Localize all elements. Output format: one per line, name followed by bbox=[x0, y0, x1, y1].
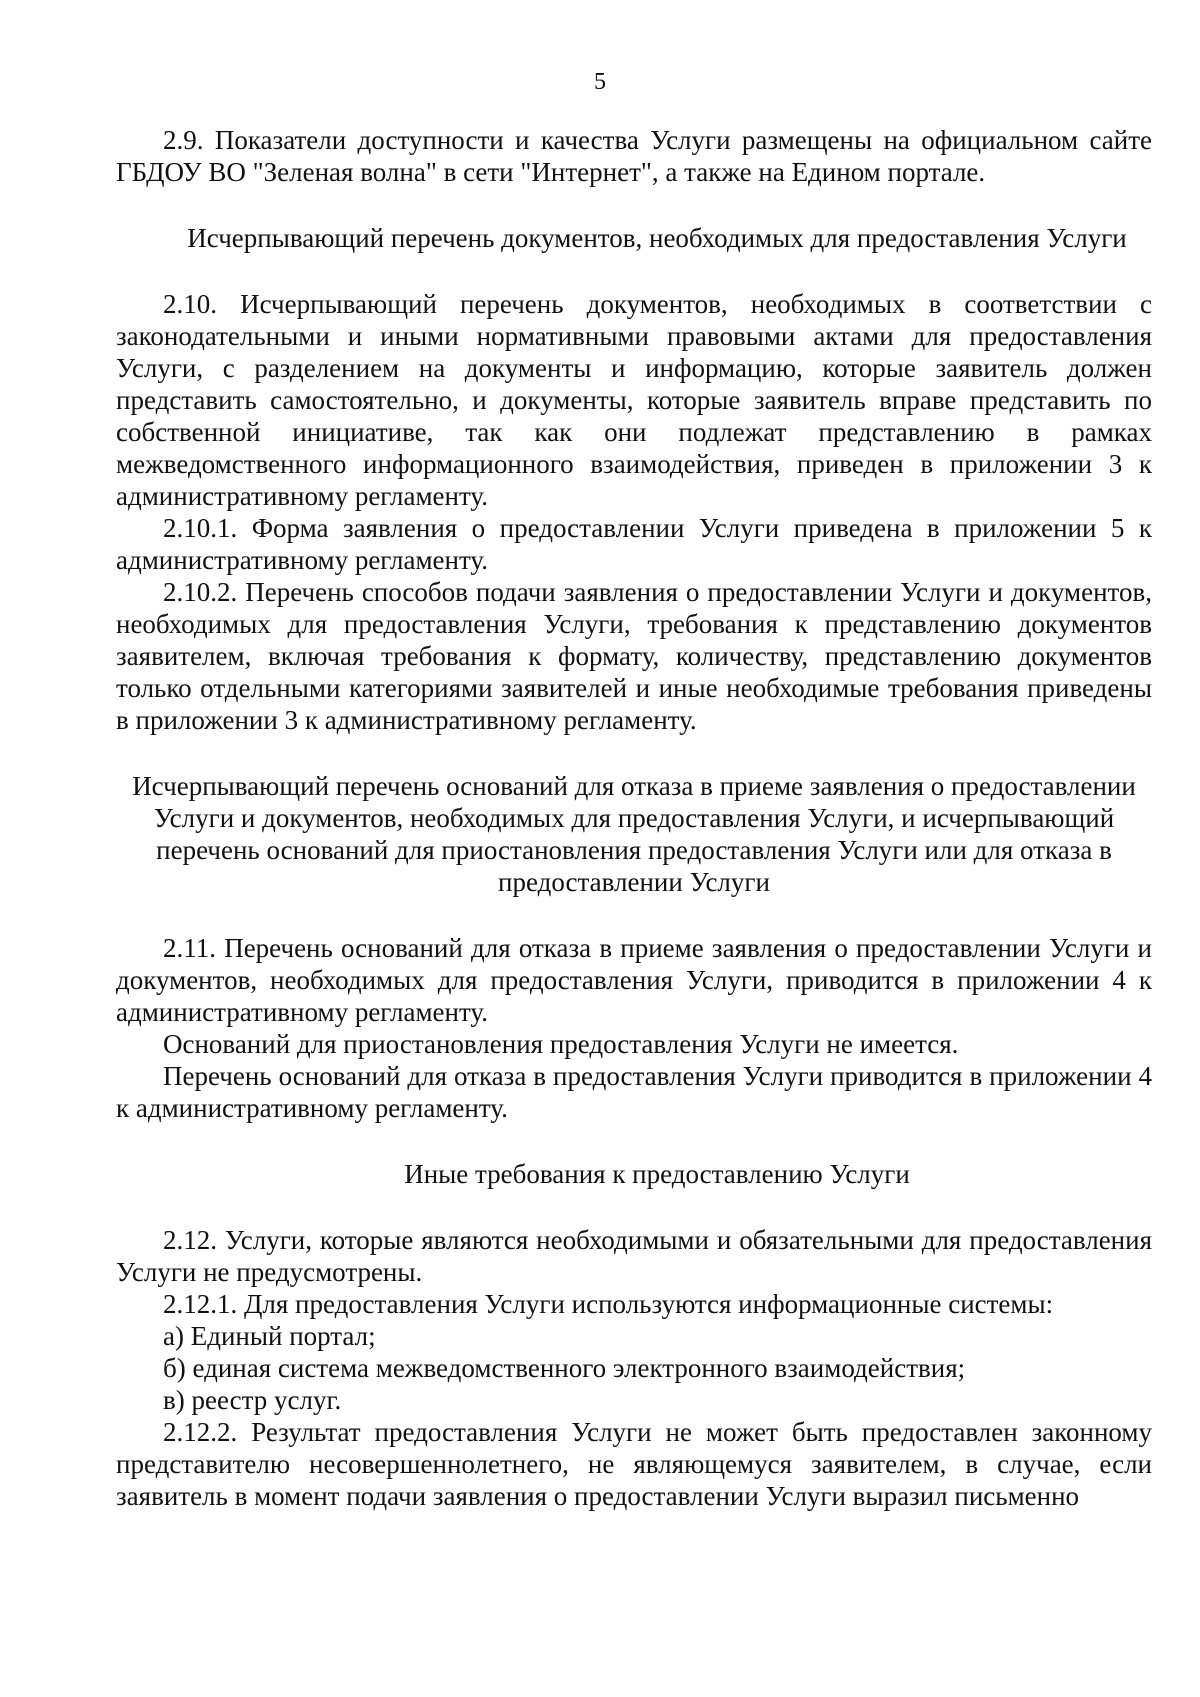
page-number: 5 bbox=[594, 69, 606, 95]
paragraph-2-12: 2.12. Услуги, которые являются необходимыми и обязательными для предоставления Услуги не предусмотрены. bbox=[116, 1225, 1152, 1287]
paragraph-2-9: 2.9. Показатели доступности и качества Услуги размещены на официальном сайте ГБДОУ ВО "Зеленая волна" в сети "Интернет", а также на Едином портале. bbox=[116, 125, 1152, 187]
paragraph-suspension: Оснований для приостановления предоставления Услуги не имеется. bbox=[163, 1029, 959, 1059]
section-heading-documents: Исчерпывающий перечень документов, необходимых для предоставления Услуги bbox=[187, 223, 1127, 253]
page-content bbox=[116, 124, 1152, 1512]
list-item-a: а) Единый портал; bbox=[163, 1321, 376, 1351]
list-item-b: б) единая система межведомственного электронного взаимодействия; bbox=[163, 1353, 966, 1383]
paragraph-2-10-1: 2.10.1. Форма заявления о предоставлении Услуги приведена в приложении 5 к административному регламенту. bbox=[116, 513, 1152, 575]
paragraph-2-10-2: 2.10.2. Перечень способов подачи заявления о предоставлении Услуги и документов, необходимых для предоставления Услуги, требования к представлению документов заявителем, включая требования к формату, количеству, представлению документов только отдельными категориями заявителей и иные необходимые требования приведены в приложении 3 к административному регламенту. bbox=[116, 577, 1152, 735]
paragraph-refusal-list: Перечень оснований для отказа в предоставления Услуги приводится в приложении 4 к административному регламенту. bbox=[116, 1061, 1152, 1123]
paragraph-2-12-1: 2.12.1. Для предоставления Услуги используются информационные системы: bbox=[163, 1289, 1054, 1319]
list-item-v: в) реестр услуг. bbox=[163, 1385, 342, 1415]
paragraph-2-10: 2.10. Исчерпывающий перечень документов, необходимых в соответствии с законодательными и иными нормативными правовыми актами для предоставления Услуги, с разделением на документы и информацию, которые заявитель должен представить самостоятельно, и документы, которые заявитель вправе представить по собственной инициативе, так как они подлежат представлению в рамках межведомственного информационного взаимодействия, приведен в приложении 3 к административному регламенту. bbox=[116, 289, 1152, 511]
paragraph-2-11: 2.11. Перечень оснований для отказа в приеме заявления о предоставлении Услуги и документов, необходимых для предоставления Услуги, приводится в приложении 4 к административному регламенту. bbox=[116, 933, 1152, 1027]
paragraph-2-12-2: 2.12.2. Результат предоставления Услуги не может быть предоставлен законному представителю несовершеннолетнего, не являющемуся заявителем, в случае, если заявитель в момент подачи заявления о предоставлении Услуги выразил письменно bbox=[116, 1417, 1152, 1511]
section-heading-refusal: Исчерпывающий перечень оснований для отказа в приеме заявления о предоставлении Услуги и документов, необходимых для предоставления Услуги, и исчерпывающий перечень оснований для приостановления предоставления Услуги или для отказа в предоставлении Услуги bbox=[132, 771, 1136, 897]
section-heading-other-requirements: Иные требования к предоставлению Услуги bbox=[404, 1159, 910, 1189]
